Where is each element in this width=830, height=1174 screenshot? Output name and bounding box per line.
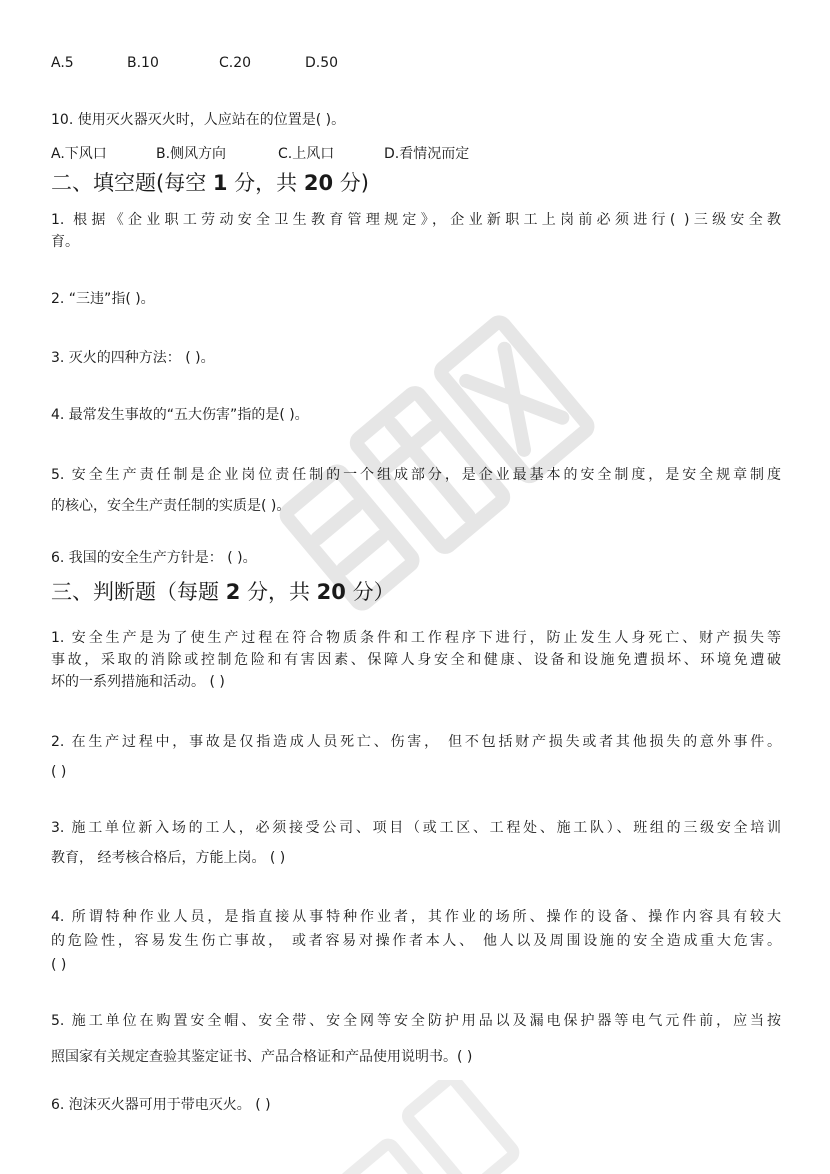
q9-option-a: A.5 bbox=[51, 55, 74, 71]
judge-item-3: 3. 施工单位新入场的工人，必须接受公司、项目（或工区、工程处、施工队）、班组的三级安全培训 教育， 经考核合格后，方能上岗。 ( ) bbox=[51, 820, 781, 866]
judge-item-1: 1. 安全生产是为了使生产过程在符合物质条件和工作程序下进行，防止发生人身死亡、财产损失等 事故，采取的消除或控制危险和有害因素、保障人身安全和健康、设备和设施免遭损坏、环境免遭破 坏的一系列措施和活动。 ( ) bbox=[51, 630, 781, 690]
q10-option-a: A.下风口 bbox=[51, 146, 107, 162]
q10-options bbox=[51, 145, 469, 163]
judge-item-5: 5. 施工单位在购置安全帽、安全带、安全网等安全防护用品以及漏电保护器等电气元件前，应当按 照国家有关规定查验其鉴定证书、产品合格证和产品使用说明书。( ) bbox=[51, 1013, 781, 1065]
q9-option-b: B.10 bbox=[127, 55, 159, 71]
q9-options bbox=[51, 54, 338, 72]
q9-option-d: D.50 bbox=[305, 55, 339, 71]
judge-item-6: 6. 泡沫灭火器可用于带电灭火。 ( ) bbox=[51, 1097, 271, 1113]
fill-item-4: 4. 最常发生事故的“五大伤害”指的是( )。 bbox=[51, 407, 309, 423]
fill-item-2: 2. “三违”指( )。 bbox=[51, 291, 155, 307]
fill-item-3: 3. 灭火的四种方法： ( )。 bbox=[51, 350, 215, 366]
fill-item-5: 5. 安全生产责任制是企业岗位责任制的一个组成部分，是企业最基本的安全制度，是安全规章制度 的核心，安全生产责任制的实质是( )。 bbox=[51, 467, 781, 514]
q10-option-c: C.上风口 bbox=[278, 146, 335, 162]
q9-option-c: C.20 bbox=[219, 55, 252, 71]
q10-question: 10. 使用灭火器灭火时，人应站在的位置是( )。 bbox=[51, 112, 346, 128]
q10-option-b: B.侧风方向 bbox=[156, 146, 227, 162]
fill-item-6: 6. 我国的安全生产方针是： ( )。 bbox=[51, 550, 257, 566]
fill-item-1: 1. 根据《企业职工劳动安全卫生教育管理规定》，企业新职工上岗前必须进行( )三级安全教 育。 bbox=[51, 212, 781, 250]
q10-option-d: D.看情况而定 bbox=[384, 146, 470, 162]
watermark-bottom-icon bbox=[330, 1080, 530, 1174]
judge-item-2: 2. 在生产过程中，事故是仅指造成人员死亡、伤害， 但不包括财产损失或者其他损失的意外事件。 ( ) bbox=[51, 734, 781, 780]
section2-heading: 二、填空题(每空 1 分，共 20 分) bbox=[51, 171, 369, 195]
judge-item-4: 4. 所谓特种作业人员，是指直接从事特种作业者，其作业的场所、操作的设备、操作内容具有较大 的危险性，容易发生伤亡事故， 或者容易对操作者本人、 他人以及周围设施的安全造成重大危害。 ( ) bbox=[51, 909, 781, 973]
section3-heading: 三、判断题（每题 2 分，共 20 分） bbox=[51, 580, 395, 604]
